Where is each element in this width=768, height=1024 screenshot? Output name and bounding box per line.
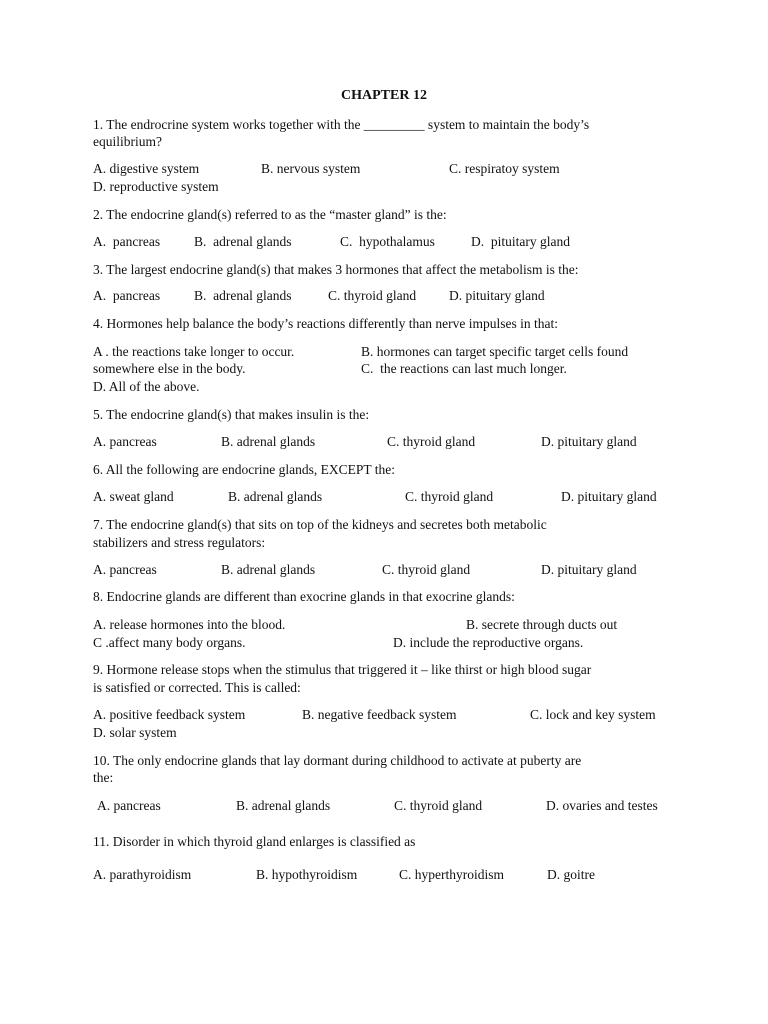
q11-option-c: C. hyperthyroidism <box>399 867 504 882</box>
q2-option-c: C. hypothalamus <box>340 234 435 249</box>
q10-option-b: B. adrenal glands <box>236 798 331 813</box>
page-title: CHAPTER 12 <box>341 88 427 103</box>
q2-option-b: B. adrenal glands <box>194 234 292 249</box>
q4-option-d: D. All of the above. <box>93 379 200 394</box>
q6-option-b: B. adrenal glands <box>228 489 323 504</box>
q5-option-c: C. thyroid gland <box>387 434 476 449</box>
q4-option-a: A . the reactions take longer to occur. <box>93 344 295 359</box>
q1-option-b: B. nervous system <box>261 161 361 176</box>
question-1-text: 1. The endrocrine system works together with the _________ system to maintain the body’s <box>93 117 590 132</box>
q8-option-a: A. release hormones into the blood. <box>93 617 286 632</box>
q9-option-a: A. positive feedback system <box>93 707 246 722</box>
q1-option-c: C. respiratoy system <box>449 161 560 176</box>
q11-option-b: B. hypothyroidism <box>256 867 358 882</box>
q7-option-a: A. pancreas <box>93 562 157 577</box>
q3-option-b: B. adrenal glands <box>194 288 292 303</box>
question-7-text-cont: stabilizers and stress regulators: <box>93 535 266 550</box>
question-8-text: 8. Endocrine glands are different than exocrine glands in that exocrine glands: <box>93 589 515 604</box>
q4-option-b-cont: somewhere else in the body. <box>93 361 246 376</box>
q6-option-c: C. thyroid gland <box>405 489 494 504</box>
q6-option-a: A. sweat gland <box>93 489 174 504</box>
q7-option-c: C. thyroid gland <box>382 562 471 577</box>
q11-option-d: D. goitre <box>547 867 595 882</box>
q3-option-d: D. pituitary gland <box>449 288 545 303</box>
question-10-text: 10. The only endocrine glands that lay dormant during childhood to activate at puberty are <box>93 753 582 768</box>
q7-option-b: B. adrenal glands <box>221 562 316 577</box>
question-4-text: 4. Hormones help balance the body’s reactions differently than nerve impulses in that: <box>93 316 558 331</box>
q8-option-b: B. secrete through ducts out <box>466 617 618 632</box>
q6-option-d: D. pituitary gland <box>561 489 657 504</box>
question-11-text: 11. Disorder in which thyroid gland enlarges is classified as <box>93 834 416 849</box>
q9-option-c: C. lock and key system <box>530 707 656 722</box>
q9-option-d: D. solar system <box>93 725 177 740</box>
question-7-text: 7. The endocrine gland(s) that sits on top of the kidneys and secretes both metabolic <box>93 517 547 532</box>
question-10-text-cont: the: <box>93 770 114 785</box>
question-3-text: 3. The largest endocrine gland(s) that makes 3 hormones that affect the metabolism is the: <box>93 262 579 277</box>
q8-option-d: D. include the reproductive organs. <box>393 635 584 650</box>
q8-option-c: C .affect many body organs. <box>93 635 246 650</box>
question-5-text: 5. The endocrine gland(s) that makes insulin is the: <box>93 407 370 422</box>
q5-option-a: A. pancreas <box>93 434 157 449</box>
q2-option-a: A. pancreas <box>93 234 161 249</box>
q4-option-c: C. the reactions can last much longer. <box>361 361 567 376</box>
q10-option-a: A. pancreas <box>97 798 161 813</box>
q4-option-b: B. hormones can target specific target cells found <box>361 344 629 359</box>
question-9-text: 9. Hormone release stops when the stimulus that triggered it – like thirst or high blood sugar <box>93 662 592 677</box>
question-1-text-cont: equilibrium? <box>93 134 162 149</box>
q2-option-d: D. pituitary gland <box>471 234 570 249</box>
q10-option-c: C. thyroid gland <box>394 798 483 813</box>
q7-option-d: D. pituitary gland <box>541 562 637 577</box>
q5-option-b: B. adrenal glands <box>221 434 316 449</box>
q5-option-d: D. pituitary gland <box>541 434 637 449</box>
q1-option-a: A. digestive system <box>93 161 200 176</box>
q11-option-a: A. parathyroidism <box>93 867 192 882</box>
question-9-text-cont: is satisfied or corrected. This is called: <box>93 680 301 695</box>
question-6-text: 6. All the following are endocrine glands, EXCEPT the: <box>93 462 395 477</box>
q10-option-d: D. ovaries and testes <box>546 798 658 813</box>
q9-option-b: B. negative feedback system <box>302 707 457 722</box>
q3-option-c: C. thyroid gland <box>328 288 417 303</box>
q3-option-a: A. pancreas <box>93 288 161 303</box>
question-2-text: 2. The endocrine gland(s) referred to as the “master gland” is the: <box>93 207 447 222</box>
q1-option-d: D. reproductive system <box>93 179 219 194</box>
